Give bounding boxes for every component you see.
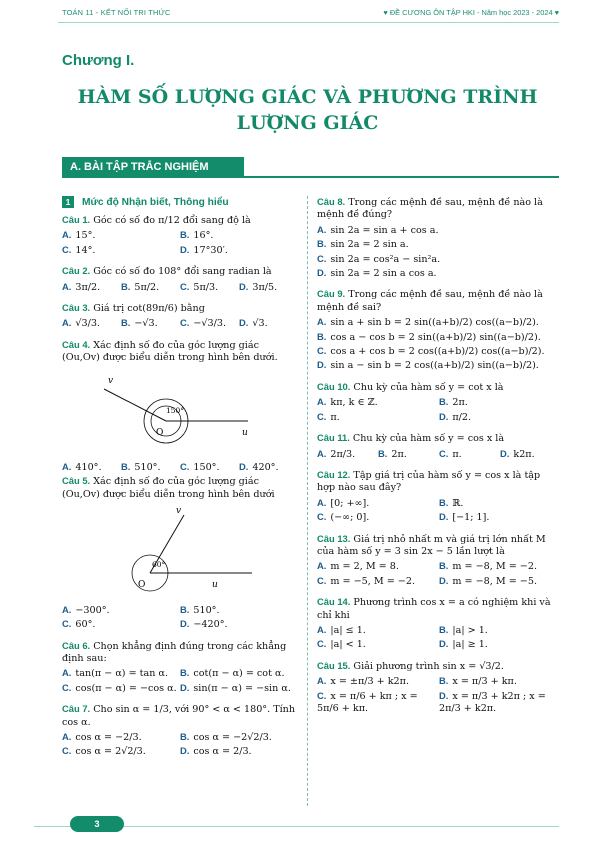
option-a[interactable]: A. sin 2a = sin a + cos a.	[317, 223, 439, 236]
question-12	[317, 469, 561, 495]
options-row	[62, 604, 298, 617]
level-heading	[62, 196, 298, 208]
question-number: Câu 14.	[317, 596, 351, 608]
option-d[interactable]: D. m = −8, M = −5.	[439, 574, 538, 587]
options-row	[317, 253, 561, 266]
options-row	[317, 624, 561, 637]
question-number: Câu 2.	[62, 265, 91, 277]
option-a[interactable]: A. kπ, k ∈ ℤ.	[317, 396, 378, 409]
question-14	[317, 596, 561, 622]
option-b[interactable]: B. ℝ.	[439, 496, 464, 509]
option-d[interactable]: D. sin 2a = 2 sin a cos a.	[317, 267, 437, 280]
question-number: Câu 4.	[62, 338, 91, 350]
option-d[interactable]: D. |a| ≥ 1.	[439, 638, 488, 651]
option-b[interactable]: B. |a| > 1.	[439, 623, 488, 636]
question-text: Chu kỳ của hàm số y = cot x là	[353, 381, 504, 393]
options-row	[317, 396, 561, 409]
option-c[interactable]: C. −√3/3.	[180, 317, 227, 330]
option-b[interactable]: B. 16°.	[180, 229, 214, 242]
chapter-label: Chương I.	[62, 52, 135, 69]
option-c[interactable]: C. π.	[439, 447, 462, 460]
options-row	[317, 497, 561, 510]
question-3	[62, 302, 298, 315]
question-text: Giá trị cot(89π/6) bằng	[93, 303, 205, 315]
option-a[interactable]: A. x = ±π/3 + k2π.	[317, 675, 410, 688]
question-number: Câu 3.	[62, 302, 91, 314]
title-line-2: LƯỢNG GIÁC	[236, 112, 379, 134]
question-text: Cho sin α = 1/3, với 90° < α < 180°. Tính cos α.	[62, 704, 296, 728]
question-text: Chu kỳ của hàm số y = cos x là	[352, 433, 505, 445]
options-row	[62, 229, 298, 242]
option-a[interactable]: A. −300°.	[62, 603, 110, 616]
angle-label: 60°	[152, 560, 166, 570]
question-text: Xác định số đo của góc lượng giác (Ou,Ov) được biểu diễn trong hình bên dưới.	[62, 339, 278, 364]
question-text: Góc có số đo 108° đổi sang radian là	[93, 266, 272, 278]
options-row	[62, 682, 298, 695]
question-number: Câu 7.	[62, 703, 91, 715]
v-label: v	[108, 375, 114, 386]
question-9	[317, 288, 561, 314]
option-a[interactable]: A. 15°.	[62, 229, 96, 242]
u-label: u	[242, 427, 248, 438]
option-c[interactable]: C. |a| < 1.	[317, 638, 366, 651]
option-b[interactable]: B. x = π/3 + kπ.	[439, 675, 517, 688]
option-d[interactable]: D. −420°.	[180, 618, 228, 631]
option-d[interactable]: D. √3.	[239, 317, 268, 330]
question-text: Trong các mệnh đề sau, mệnh đề nào là mệnh đề đúng?	[317, 197, 543, 221]
angle-figure-1	[62, 369, 298, 459]
option-c[interactable]: C. cos a + cos b = 2 cos((a+b)/2) cos((a−b)/2).	[317, 345, 545, 358]
question-number: Câu 15.	[317, 659, 351, 671]
title-line-1: HÀM SỐ LƯỢNG GIÁC VÀ PHƯƠNG TRÌNH	[77, 86, 538, 108]
options-row	[62, 731, 298, 744]
option-b[interactable]: B. 510°.	[180, 603, 220, 616]
option-c[interactable]: C. 150°.	[180, 461, 220, 474]
question-10	[317, 381, 561, 394]
question-number: Câu 12.	[317, 468, 351, 480]
header-left: TOÁN 11 - KẾT NỐI TRI THỨC	[62, 8, 171, 17]
column-divider	[307, 196, 308, 806]
option-a[interactable]: A. tan(π − α) = tan α.	[62, 667, 169, 680]
option-d[interactable]: D. sin a − sin b = 2 cos((a+b)/2) sin((a−b)/2).	[317, 359, 539, 372]
option-b[interactable]: B. m = −8, M = −2.	[439, 560, 538, 573]
options-row	[317, 316, 561, 329]
question-5	[62, 475, 298, 501]
option-b[interactable]: B. 2π.	[378, 447, 407, 460]
option-c[interactable]: C. cos(π − α) = −cos α.	[62, 681, 177, 694]
question-13	[317, 533, 561, 559]
angle-label: 150°	[166, 405, 185, 415]
question-text: Phương trình cos x = a có nghiệm khi và chỉ khi	[317, 597, 551, 621]
v-label: v	[176, 506, 182, 517]
option-c[interactable]: C. x = π/6 + kπ ; x = 5π/6 + kπ.	[317, 689, 418, 714]
question-6	[62, 640, 298, 666]
question-number: Câu 8.	[317, 196, 346, 207]
option-c[interactable]: C. (−∞; 0].	[317, 511, 370, 524]
question-11	[317, 432, 561, 445]
options-row	[317, 267, 561, 280]
question-text: Góc có số đo π/12 đổi sang độ là	[93, 215, 251, 226]
option-b[interactable]: B. 510°.	[121, 461, 161, 474]
option-a[interactable]: A. 3π/2.	[62, 280, 101, 293]
option-a[interactable]: A. 2π/3.	[317, 447, 356, 460]
option-b[interactable]: B. cos α = −2√2/3.	[180, 730, 272, 743]
options-row	[317, 345, 561, 358]
header-right: ♥ ĐỀ CƯƠNG ÔN TẬP HKI - Năm học 2023 - 2024 ♥	[383, 8, 559, 17]
options-row	[62, 667, 298, 680]
option-d[interactable]: D. x = π/3 + k2π ; x = 2π/3 + k2π.	[439, 689, 546, 714]
angle-figure-2	[62, 505, 298, 601]
question-1	[62, 214, 298, 227]
option-c[interactable]: C. 60°.	[62, 618, 96, 631]
options-row	[62, 317, 298, 330]
question-number: Câu 5.	[62, 475, 91, 487]
option-c[interactable]: C. cos α = 2√2/3.	[62, 745, 146, 758]
header-divider	[58, 22, 559, 23]
question-8	[317, 196, 561, 222]
option-b[interactable]: B. 2π.	[439, 396, 468, 409]
question-text: Tập giá trị của hàm số y = cos x là tập hợp nào sau đây?	[317, 469, 541, 494]
origin-label: O	[156, 427, 164, 438]
options-row	[62, 244, 298, 257]
option-d[interactable]: D. 17°30′.	[180, 243, 228, 256]
right-column	[317, 196, 561, 716]
angle-diagram-60	[62, 505, 298, 597]
option-c[interactable]: C. π.	[317, 410, 340, 423]
question-text: Giải phương trình sin x = √3/2.	[353, 660, 504, 672]
options-row	[317, 575, 561, 588]
options-row	[62, 281, 298, 294]
question-2	[62, 265, 298, 278]
options-row	[317, 448, 561, 461]
section-heading: A. BÀI TẬP TRẮC NGHIỆM	[62, 157, 244, 177]
question-number: Câu 11.	[317, 432, 350, 444]
question-text: Trong các mệnh đề sau, mệnh đề nào là mệnh đề sai?	[317, 289, 543, 313]
options-row	[317, 690, 561, 716]
option-b[interactable]: B. cos a − cos b = 2 sin((a+b)/2) sin((a−b)/2).	[317, 330, 541, 343]
question-number: Câu 10.	[317, 380, 351, 392]
u-label: u	[212, 580, 218, 591]
left-column	[62, 196, 298, 760]
option-b[interactable]: B. 5π/2.	[121, 280, 160, 293]
options-row	[62, 745, 298, 758]
option-a[interactable]: A. 410°.	[62, 461, 102, 474]
question-15	[317, 660, 561, 673]
options-row	[317, 638, 561, 651]
level-title: Mức độ Nhận biết, Thông hiểu	[82, 196, 229, 208]
options-row	[317, 224, 561, 237]
page-number: 3	[70, 816, 124, 832]
question-number: Câu 1.	[62, 214, 91, 225]
section-divider	[62, 176, 559, 178]
option-c[interactable]: C. sin 2a = cos²a − sin²a.	[317, 252, 441, 265]
question-4	[62, 339, 298, 365]
options-row	[317, 560, 561, 573]
option-b[interactable]: B. cot(π − α) = cot α.	[180, 667, 285, 680]
option-a[interactable]: A. √3/3.	[62, 317, 100, 330]
level-number: 1	[62, 196, 74, 208]
origin-label: O	[138, 580, 146, 591]
option-d[interactable]: D. sin(π − α) = −sin α.	[180, 681, 291, 694]
option-a[interactable]: A. [0; +∞].	[317, 496, 370, 509]
option-a[interactable]: A. |a| ≤ 1.	[317, 623, 366, 636]
question-text: Xác định số đo của góc lượng giác (Ou,Ov) được biểu diễn trong hình bên dưới	[62, 476, 275, 500]
option-c[interactable]: C. 14°.	[62, 243, 96, 256]
question-text: Chọn khẳng định đúng trong các khẳng định sau:	[62, 640, 287, 664]
option-c[interactable]: C. m = −5, M = −2.	[317, 574, 416, 587]
angle-diagram-150	[62, 369, 298, 455]
option-a[interactable]: A. cos α = −2/3.	[62, 730, 142, 743]
option-d[interactable]: D. π/2.	[439, 410, 472, 423]
options-row	[317, 359, 561, 372]
page-header	[0, 0, 593, 26]
option-d[interactable]: D. [−1; 1].	[439, 511, 490, 524]
options-row	[62, 618, 298, 631]
question-number: Câu 9.	[317, 288, 346, 300]
options-row	[317, 675, 561, 688]
options-row	[317, 411, 561, 424]
options-row	[62, 461, 298, 474]
option-d[interactable]: D. k2π.	[500, 447, 535, 460]
question-number: Câu 6.	[62, 639, 91, 651]
option-d[interactable]: D. cos α = 2/3.	[180, 745, 252, 758]
option-c[interactable]: C. 5π/3.	[180, 280, 219, 293]
option-b[interactable]: B. sin 2a = 2 sin a.	[317, 238, 409, 251]
page-title	[58, 84, 557, 136]
question-text: Giá trị nhỏ nhất m và giá trị lớn nhất M của hàm số y = 3 sin 2x − 5 lần lượt là	[317, 533, 546, 557]
option-a[interactable]: A. sin a + sin b = 2 sin((a+b)/2) cos((a−b)/2).	[317, 316, 539, 329]
option-a[interactable]: A. m = 2, M = 8.	[317, 560, 399, 573]
options-row	[317, 331, 561, 344]
question-number: Câu 13.	[317, 532, 351, 544]
question-7	[62, 703, 298, 729]
option-d[interactable]: D. 420°.	[239, 461, 279, 474]
options-row	[317, 238, 561, 251]
options-row	[317, 511, 561, 524]
option-b[interactable]: B. −√3.	[121, 317, 158, 330]
option-d[interactable]: D. 3π/5.	[239, 280, 278, 293]
